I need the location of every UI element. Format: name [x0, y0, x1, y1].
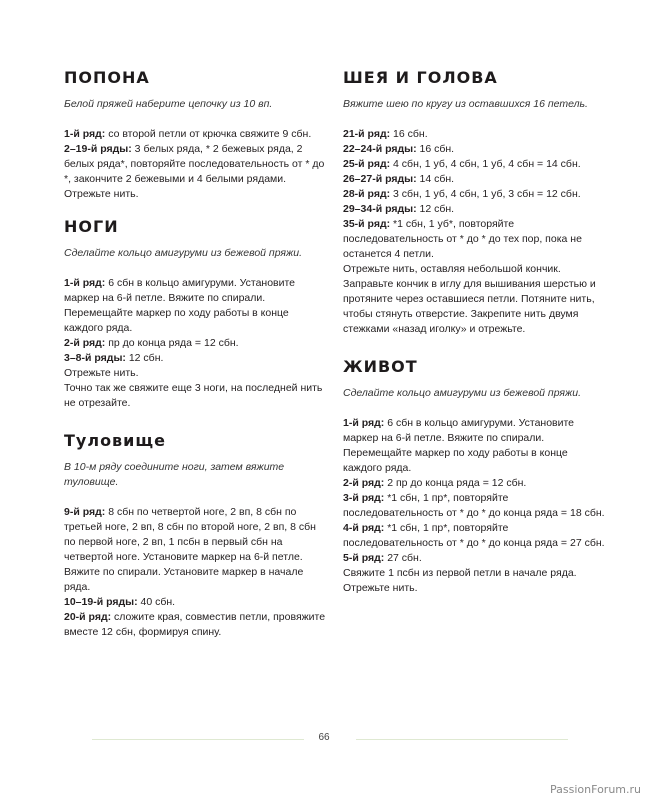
row-label: 3–8-й ряды: — [64, 352, 126, 364]
row-label: 2-й ряд: — [343, 477, 385, 489]
row-text: 2 пр до конца ряда = 12 сбн. — [384, 477, 527, 489]
row-label: 25-й ряд: — [343, 158, 391, 170]
row — [343, 416, 605, 476]
row — [343, 476, 605, 491]
section-intro: Сделайте кольцо амигуруми из бежевой пряжи. — [64, 247, 303, 259]
row-text: Точно так же свяжите еще 3 ноги, на последней нить не отрезайте. — [64, 382, 323, 409]
row — [64, 366, 326, 381]
row-text: 16 сбн. — [390, 128, 428, 140]
section-intro: Вяжите шею по кругу из оставшихся 16 петель. — [343, 98, 588, 110]
section-sheya-golova — [343, 68, 605, 337]
row-label: 1-й ряд: — [343, 417, 385, 429]
row — [343, 157, 605, 172]
row-label: 9-й ряд: — [64, 506, 106, 518]
row-label: 21-й ряд: — [343, 128, 391, 140]
row-text: 12 сбн. — [125, 352, 164, 364]
row — [343, 127, 605, 142]
watermark: PassionForum.ru — [550, 783, 641, 796]
section-title: НОГИ — [64, 217, 119, 236]
row-text: пр до конца ряда = 12 сбн. — [105, 337, 239, 349]
row-label: 29–34-й ряды: — [343, 203, 417, 215]
row-text: со второй петли от крючка свяжите 9 сбн. — [105, 128, 312, 140]
section-title: ПОПОНА — [64, 68, 150, 87]
row — [343, 521, 605, 551]
row — [64, 595, 326, 610]
row — [64, 351, 326, 366]
section-title: ЖИВОТ — [343, 357, 418, 376]
row-label: 22–24-й ряды: — [343, 143, 417, 155]
row-label: 5-й ряд: — [343, 552, 385, 564]
row-text: 3 сбн, 1 уб, 4 сбн, 1 уб, 3 сбн = 12 сбн. — [390, 188, 581, 200]
row — [343, 142, 605, 157]
row-label: 1-й ряд: — [64, 128, 106, 140]
row — [343, 202, 605, 217]
row-label: 3-й ряд: — [343, 492, 385, 504]
left-column — [64, 68, 326, 640]
row-label: 1-й ряд: — [64, 277, 106, 289]
row-text: 14 сбн. — [416, 173, 455, 185]
row — [64, 336, 326, 351]
section-nogi — [64, 217, 326, 411]
instruction-rows — [64, 127, 326, 202]
section-title: Туловище — [64, 431, 166, 450]
row-text: 12 сбн. — [416, 203, 455, 215]
row-text: Свяжите 1 псбн из первой петли в начале ряда. Отрежьте нить. — [343, 567, 577, 594]
row-label: 2–19-й ряды: — [64, 143, 132, 155]
row — [343, 187, 605, 202]
row — [64, 142, 326, 187]
row — [343, 491, 605, 521]
row-text: *1 сбн, 1 уб*, повторяйте последовательность от * до * до тех пор, пока не останется 4 петли. — [343, 218, 582, 260]
section-intro: В 10-м ряду соедините ноги, затем вяжите туловище. — [64, 461, 285, 488]
row — [64, 505, 326, 595]
row-text: Отрежьте нить, оставляя небольшой кончик. Заправьте кончик в иглу для вышивания шерстью и протяните через оставшиеся петли. Потяните нить, чтобы стянуть отверстие. Закрепите нить двумя стежками «назад иголку» и отрежьте. — [343, 263, 596, 335]
row-text: 8 сбн по четвертой ноге, 2 вп, 8 сбн по третьей ноге, 2 вп, 8 сбн по второй ноге, 2 вп, 8 сбн по первой ноге, 2 вп, 1 псбн в первый сбн на четвертой ноге. Установите маркер на 6-й петле. Вяжите по спирали. Установите маркер в начале ряда. — [64, 506, 316, 593]
page-number: 66 — [318, 732, 330, 743]
instruction-rows — [64, 505, 326, 640]
row — [343, 566, 605, 596]
instruction-rows — [343, 416, 605, 596]
row-text: 6 сбн в кольцо амигуруми. Установите маркер на 6-й петле. Вяжите по спирали. Перемещайте маркер по ходу работы в конце каждого ряда. — [343, 417, 575, 474]
row-label: 35-й ряд: — [343, 218, 391, 230]
row-text: *1 сбн, 1 пр*, повторяйте последовательность от * до * до конца ряда = 27 сбн. — [343, 522, 605, 549]
row-text: сложите края, совместив петли, провяжите вместе 12 сбн, формируя спину. — [64, 611, 326, 638]
section-tulovishche — [64, 431, 326, 640]
row — [64, 610, 326, 640]
row-text: 4 сбн, 1 уб, 4 сбн, 1 уб, 4 сбн = 14 сбн. — [390, 158, 581, 170]
row-text: 16 сбн. — [416, 143, 455, 155]
row-label: 4-й ряд: — [343, 522, 385, 534]
row-text: 40 сбн. — [137, 596, 176, 608]
section-intro: Белой пряжей наберите цепочку из 10 вп. — [64, 98, 273, 110]
section-zhivot — [343, 357, 605, 596]
row — [64, 127, 326, 142]
row-label: 28-й ряд: — [343, 188, 391, 200]
row-label: 26–27-й ряды: — [343, 173, 417, 185]
instruction-rows — [343, 127, 605, 337]
row — [64, 381, 326, 411]
row — [343, 217, 605, 262]
footer-divider-left — [92, 739, 304, 740]
row-text: 6 сбн в кольцо амигуруми. Установите маркер на 6-й петле. Вяжите по спирали. Перемещайте маркер по ходу работы в конце каждого ряда. — [64, 277, 296, 334]
instruction-rows — [64, 276, 326, 411]
right-column — [343, 68, 605, 596]
row-label: 2-й ряд: — [64, 337, 106, 349]
section-popona — [64, 68, 326, 202]
section-title: ШЕЯ И ГОЛОВА — [343, 68, 498, 87]
row-text: Отрежьте нить. — [64, 367, 139, 379]
row — [343, 551, 605, 566]
footer-divider-right — [356, 739, 568, 740]
row-label: 10–19-й ряды: — [64, 596, 138, 608]
row-text: Отрежьте нить. — [64, 188, 139, 200]
row-text: *1 сбн, 1 пр*, повторяйте последовательность от * до * до конца ряда = 18 сбн. — [343, 492, 605, 519]
row — [343, 172, 605, 187]
row — [64, 187, 326, 202]
row — [343, 262, 605, 337]
row-label: 20-й ряд: — [64, 611, 112, 623]
section-intro: Сделайте кольцо амигуруми из бежевой пряжи. — [343, 387, 582, 399]
row-text: 3 белых ряда, * 2 бежевых ряда, 2 белых ряда*, повторяйте последовательность от * до *, закончите 2 бежевыми и 4 белыми рядами. — [64, 143, 325, 185]
row-text: 27 сбн. — [384, 552, 422, 564]
row — [64, 276, 326, 336]
